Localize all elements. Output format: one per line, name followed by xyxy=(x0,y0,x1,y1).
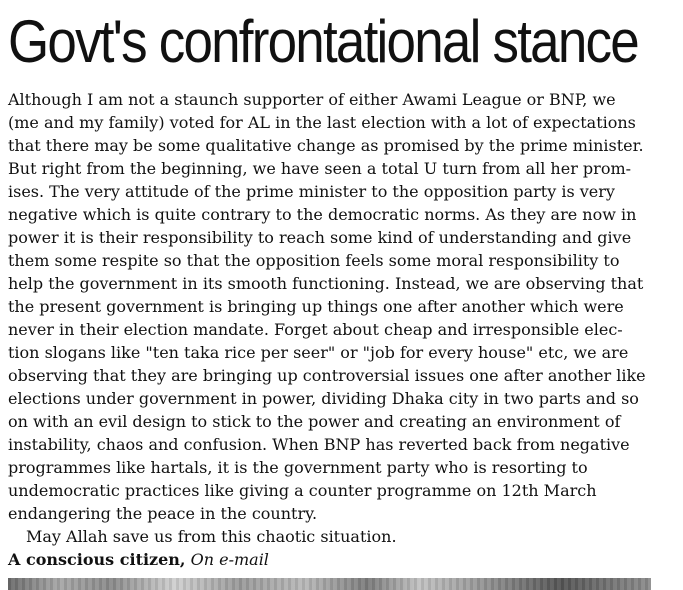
body-line: ises. The very attitude of the prime minister to the opposition party is very xyxy=(8,182,615,201)
body-line: elections under government in power, dividing Dhaka city in two parts and so xyxy=(8,389,639,408)
headline: Govt's confrontational stance xyxy=(8,8,638,75)
body-line: tion slogans like "ten taka rice per seer" or "job for every house" etc, we are xyxy=(8,343,629,362)
body-line: endangering the peace in the country. xyxy=(8,504,318,523)
body-line: But right from the beginning, we have seen a total U turn from all her prom- xyxy=(8,159,632,178)
closing-line: May Allah save us from this chaotic situation. xyxy=(26,527,397,546)
body-line: programmes like hartals, it is the government party who is resorting to xyxy=(8,458,588,477)
signature-source: On e-mail xyxy=(190,550,269,569)
body-line: undemocratic practices like giving a counter programme on 12th March xyxy=(8,481,597,500)
body-line: never in their election mandate. Forget about cheap and irresponsible elec- xyxy=(8,320,623,339)
body-line: on with an evil design to stick to the power and creating an environment of xyxy=(8,412,621,431)
body-line: Although I am not a staunch supporter of either Awami League or BNP, we xyxy=(8,90,616,109)
body-line: them some respite so that the opposition feels some moral responsibility to xyxy=(8,251,620,270)
photo-strip-image xyxy=(8,578,651,590)
body-line: negative which is quite contrary to the democratic norms. As they are now in xyxy=(8,205,637,224)
body-line: observing that they are bringing up controversial issues one after another like xyxy=(8,366,646,385)
signature xyxy=(8,548,658,571)
letter-article xyxy=(8,0,658,571)
body-line: instability, chaos and confusion. When BNP has reverted back from negative xyxy=(8,435,630,454)
signature-name: A conscious citizen, xyxy=(8,550,186,569)
letter-body xyxy=(8,88,658,571)
body-line: help the government in its smooth functioning. Instead, we are observing that xyxy=(8,274,644,293)
body-line: the present government is bringing up things one after another which were xyxy=(8,297,624,316)
body-line: that there may be some qualitative change as promised by the prime minister. xyxy=(8,136,644,155)
body-line: (me and my family) voted for AL in the last election with a lot of expectations xyxy=(8,113,636,132)
body-line: power it is their responsibility to reach some kind of understanding and give xyxy=(8,228,632,247)
